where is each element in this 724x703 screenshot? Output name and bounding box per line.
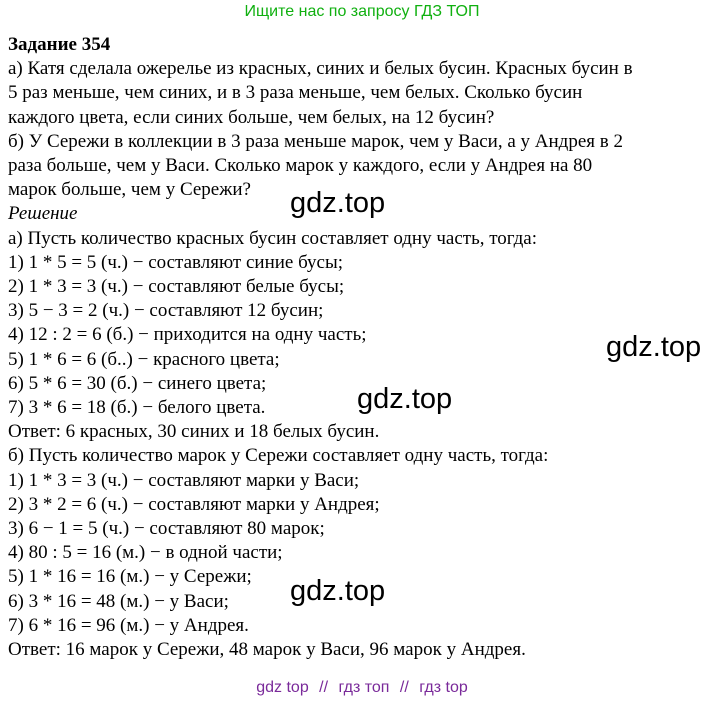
solution-line: а) Пусть количество красных бусин составляет одну часть, тогда: [8, 227, 538, 249]
text-line: а) Катя сделала ожерелье из красных, синих и белых бусин. Красных бусин в [8, 58, 633, 80]
solution-line: 4) 80 : 5 = 16 (м.) − в одной части; [8, 542, 283, 564]
answer-line: Ответ: 6 красных, 30 синих и 18 белых бусин. [8, 421, 380, 443]
text-line: б) У Сережи в коллекции в 3 раза меньше марок, чем у Васи, а у Андрея в 2 [8, 130, 623, 152]
solution-line: 5) 1 * 16 = 16 (м.) − у Сережи; [8, 566, 252, 588]
solution-line: 2) 3 * 2 = 6 (ч.) − составляют марки у Андрея; [8, 493, 380, 515]
solution-line: 5) 1 * 6 = 6 (б..) − красного цвета; [8, 348, 280, 370]
watermark: gdz.top [290, 187, 386, 219]
solution-line: б) Пусть количество марок у Сережи составляет одну часть, тогда: [8, 445, 549, 467]
watermark: gdz.top [606, 331, 702, 363]
text-line: раза больше, чем у Васи. Сколько марок у каждого, если у Андрея на 80 [8, 155, 593, 177]
solution-line: 1) 1 * 5 = 5 (ч.) − составляют синие бусы; [8, 251, 344, 273]
solution-line: 3) 5 − 3 = 2 (ч.) − составляют 12 бусин; [8, 300, 324, 322]
solution-line: 6) 3 * 16 = 48 (м.) − у Васи; [8, 590, 229, 612]
answer-line: Ответ: 16 марок у Сережи, 48 марок у Васи, 96 марок у Андрея. [8, 639, 526, 661]
task-title: Задание 354 [8, 34, 111, 55]
solution-line: 3) 6 − 1 = 5 (ч.) − составляют 80 марок; [8, 518, 325, 540]
text-line: каждого цвета, если синих больше, чем белых, на 12 бусин? [8, 106, 495, 128]
watermark: gdz.top [290, 575, 386, 607]
text-line: 5 раз меньше, чем синих, и в 3 раза меньше, чем белых. Сколько бусин [8, 82, 583, 104]
solution-line: 7) 6 * 16 = 96 (м.) − у Андрея. [8, 614, 249, 636]
text-line: марок больше, чем у Сережи? [8, 179, 251, 201]
footer-separator: // [319, 679, 329, 696]
solution-b [8, 444, 720, 662]
solution-heading: Решение [8, 203, 78, 225]
solution-line: 6) 5 * 6 = 30 (б.) − синего цвета; [8, 372, 267, 394]
solution-line: 2) 1 * 3 = 3 (ч.) − составляют белые бусы; [8, 276, 345, 298]
footer-link[interactable]: гдз топ [338, 679, 390, 696]
task-a-text [8, 57, 720, 130]
solution-line: 1) 1 * 3 = 3 (ч.) − составляют марки у Васи; [8, 469, 360, 491]
solution-line: 4) 12 : 2 = 6 (б.) − приходится на одну часть; [8, 324, 367, 346]
footer-links [0, 678, 724, 698]
watermark: gdz.top [357, 383, 453, 415]
solution-line: 7) 3 * 6 = 18 (б.) − белого цвета. [8, 397, 266, 419]
footer-link[interactable]: гдз top [419, 679, 468, 696]
top-banner: Ищите нас по запросу ГДЗ ТОП [244, 3, 480, 20]
footer-separator: // [399, 679, 409, 696]
footer-link[interactable]: gdz top [256, 679, 309, 696]
